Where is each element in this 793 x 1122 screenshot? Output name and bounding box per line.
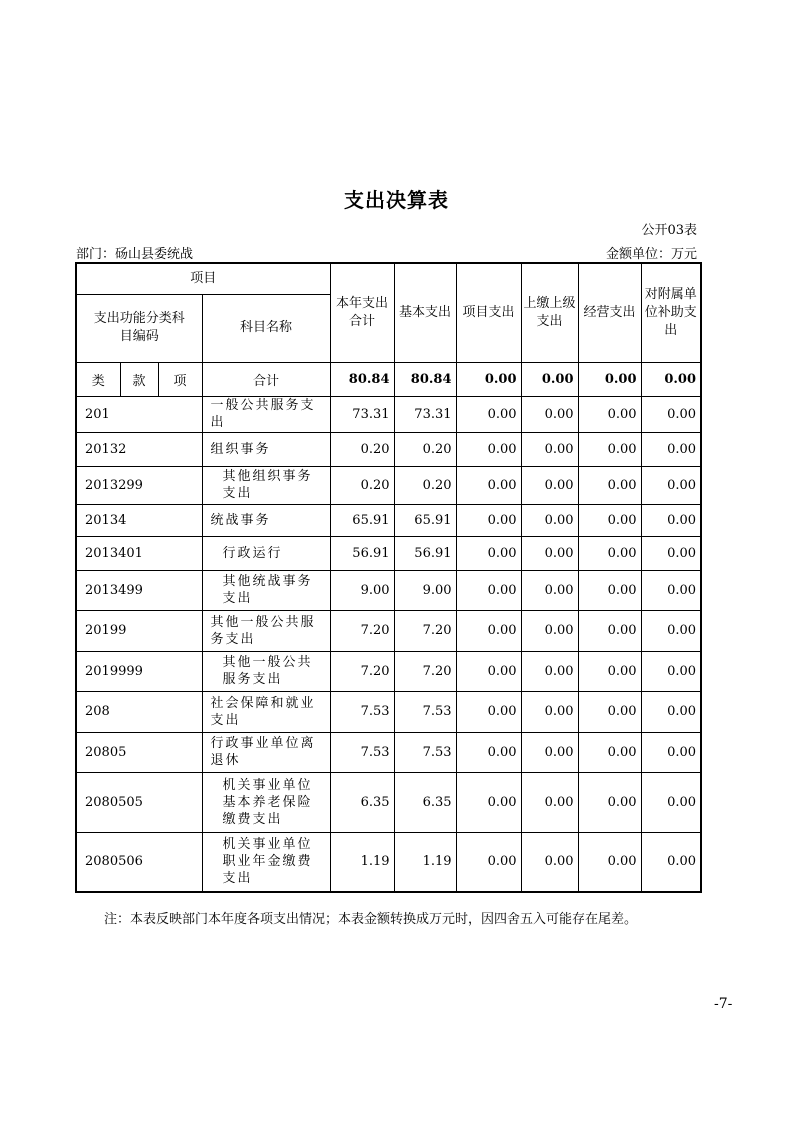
row-value: 1.19	[394, 832, 456, 892]
row-code: 2013499	[76, 570, 202, 610]
row-value: 0.00	[641, 832, 701, 892]
row-value: 0.00	[641, 536, 701, 570]
table-row	[76, 432, 701, 466]
row-subject-name: 其他统战事务支出	[202, 570, 330, 610]
row-subject-name: 其他一般公共服务支出	[202, 610, 330, 651]
table-row	[76, 570, 701, 610]
row-value: 0.00	[456, 570, 521, 610]
expenditure-table	[75, 262, 702, 893]
row-value: 7.20	[330, 610, 394, 651]
row-value: 0.00	[521, 772, 578, 832]
total-value: 0.00	[641, 362, 701, 396]
row-subject-name: 行政事业单位离退休	[202, 732, 330, 772]
row-value: 73.31	[330, 396, 394, 432]
row-value: 0.00	[456, 536, 521, 570]
row-value: 7.53	[394, 691, 456, 732]
row-value: 0.00	[456, 466, 521, 504]
footnote: 注：本表反映部门本年度各项支出情况；本表金额转换成万元时，因四舍五入可能存在尾差。	[104, 912, 638, 927]
row-code: 2080505	[76, 772, 202, 832]
row-value: 0.00	[456, 610, 521, 651]
row-code: 20805	[76, 732, 202, 772]
row-value: 9.00	[394, 570, 456, 610]
total-value: 0.00	[578, 362, 641, 396]
row-value: 0.00	[456, 432, 521, 466]
row-value: 0.00	[641, 466, 701, 504]
row-code: 201	[76, 396, 202, 432]
row-code: 208	[76, 691, 202, 732]
row-value: 0.00	[456, 396, 521, 432]
row-code: 2013299	[76, 466, 202, 504]
row-value: 0.00	[578, 504, 641, 536]
table-row	[76, 466, 701, 504]
header-project: 项目支出	[456, 263, 521, 362]
row-value: 6.35	[394, 772, 456, 832]
row-value: 7.20	[330, 651, 394, 691]
table-row	[76, 610, 701, 651]
header-upper: 上缴上级支出	[521, 263, 578, 362]
row-value: 0.00	[521, 466, 578, 504]
row-value: 0.00	[641, 651, 701, 691]
row-value: 0.00	[521, 691, 578, 732]
table-row	[76, 832, 701, 892]
row-value: 0.00	[578, 832, 641, 892]
row-value: 0.20	[330, 432, 394, 466]
page-number: -7-	[714, 996, 733, 1012]
total-label: 合计	[202, 362, 330, 396]
row-value: 0.00	[456, 504, 521, 536]
header-business: 经营支出	[578, 263, 641, 362]
row-value: 0.00	[578, 570, 641, 610]
header-row-1	[76, 263, 701, 294]
row-subject-name: 社会保障和就业支出	[202, 691, 330, 732]
table-row	[76, 504, 701, 536]
row-subject-name: 其他组织事务支出	[202, 466, 330, 504]
row-value: 9.00	[330, 570, 394, 610]
row-value: 0.00	[521, 432, 578, 466]
row-value: 7.20	[394, 610, 456, 651]
row-value: 0.00	[641, 732, 701, 772]
row-value: 0.00	[578, 732, 641, 772]
row-value: 0.00	[641, 691, 701, 732]
row-value: 0.00	[641, 432, 701, 466]
row-value: 0.00	[578, 432, 641, 466]
row-value: 0.00	[641, 610, 701, 651]
row-value: 0.20	[394, 432, 456, 466]
row-subject-name: 行政运行	[202, 536, 330, 570]
row-value: 0.00	[578, 691, 641, 732]
page-title: 支出决算表	[344, 188, 449, 212]
row-value: 7.20	[394, 651, 456, 691]
row-value: 0.00	[641, 570, 701, 610]
table-row	[76, 691, 701, 732]
row-subject-name: 机关事业单位职业年金缴费支出	[202, 832, 330, 892]
header-xiang: 项	[158, 362, 202, 396]
row-value: 0.00	[641, 772, 701, 832]
row-code: 20134	[76, 504, 202, 536]
row-value: 0.00	[641, 504, 701, 536]
header-subject-name: 科目名称	[202, 294, 330, 362]
header-kuan: 款	[120, 362, 158, 396]
table-row	[76, 396, 701, 432]
row-value: 0.00	[521, 610, 578, 651]
row-value: 0.00	[521, 536, 578, 570]
row-subject-name: 其他一般公共服务支出	[202, 651, 330, 691]
row-value: 0.00	[521, 396, 578, 432]
table-row	[76, 732, 701, 772]
row-value: 0.00	[521, 570, 578, 610]
total-value: 80.84	[330, 362, 394, 396]
row-value: 6.35	[330, 772, 394, 832]
table-row	[76, 772, 701, 832]
header-item: 项目	[76, 263, 330, 294]
row-value: 0.00	[456, 832, 521, 892]
total-row	[76, 362, 701, 396]
header-lei: 类	[76, 362, 120, 396]
total-value: 0.00	[456, 362, 521, 396]
row-subject-name: 组织事务	[202, 432, 330, 466]
header-total: 本年支出合计	[330, 263, 394, 362]
row-value: 0.00	[521, 504, 578, 536]
row-value: 56.91	[394, 536, 456, 570]
header-basic: 基本支出	[394, 263, 456, 362]
table-number: 公开03表	[641, 223, 697, 238]
total-value: 80.84	[394, 362, 456, 396]
row-value: 0.00	[456, 732, 521, 772]
row-value: 0.00	[578, 536, 641, 570]
row-value: 0.00	[578, 772, 641, 832]
row-value: 0.00	[456, 691, 521, 732]
row-value: 0.00	[521, 651, 578, 691]
row-value: 65.91	[394, 504, 456, 536]
row-value: 65.91	[330, 504, 394, 536]
row-value: 1.19	[330, 832, 394, 892]
row-code: 2080506	[76, 832, 202, 892]
row-value: 0.00	[456, 651, 521, 691]
department-label: 部门：砀山县委统战	[76, 247, 194, 262]
row-value: 0.00	[578, 610, 641, 651]
row-value: 73.31	[394, 396, 456, 432]
row-value: 0.00	[578, 651, 641, 691]
row-value: 0.00	[641, 396, 701, 432]
row-value: 0.00	[578, 466, 641, 504]
row-value: 0.00	[521, 832, 578, 892]
total-value: 0.00	[521, 362, 578, 396]
row-value: 7.53	[330, 732, 394, 772]
row-value: 56.91	[330, 536, 394, 570]
row-code: 2019999	[76, 651, 202, 691]
row-value: 0.20	[330, 466, 394, 504]
row-value: 0.20	[394, 466, 456, 504]
row-value: 7.53	[394, 732, 456, 772]
row-subject-name: 统战事务	[202, 504, 330, 536]
row-subject-name: 机关事业单位基本养老保险缴费支出	[202, 772, 330, 832]
row-value: 7.53	[330, 691, 394, 732]
row-code: 20199	[76, 610, 202, 651]
row-value: 0.00	[578, 396, 641, 432]
row-value: 0.00	[521, 732, 578, 772]
table-row	[76, 651, 701, 691]
row-value: 0.00	[456, 772, 521, 832]
table-row	[76, 536, 701, 570]
header-func-code: 支出功能分类科目编码	[76, 294, 202, 362]
row-code: 20132	[76, 432, 202, 466]
header-subsidiary: 对附属单位补助支出	[641, 263, 701, 362]
row-subject-name: 一般公共服务支出	[202, 396, 330, 432]
row-code: 2013401	[76, 536, 202, 570]
unit-label: 金额单位：万元	[605, 247, 697, 262]
